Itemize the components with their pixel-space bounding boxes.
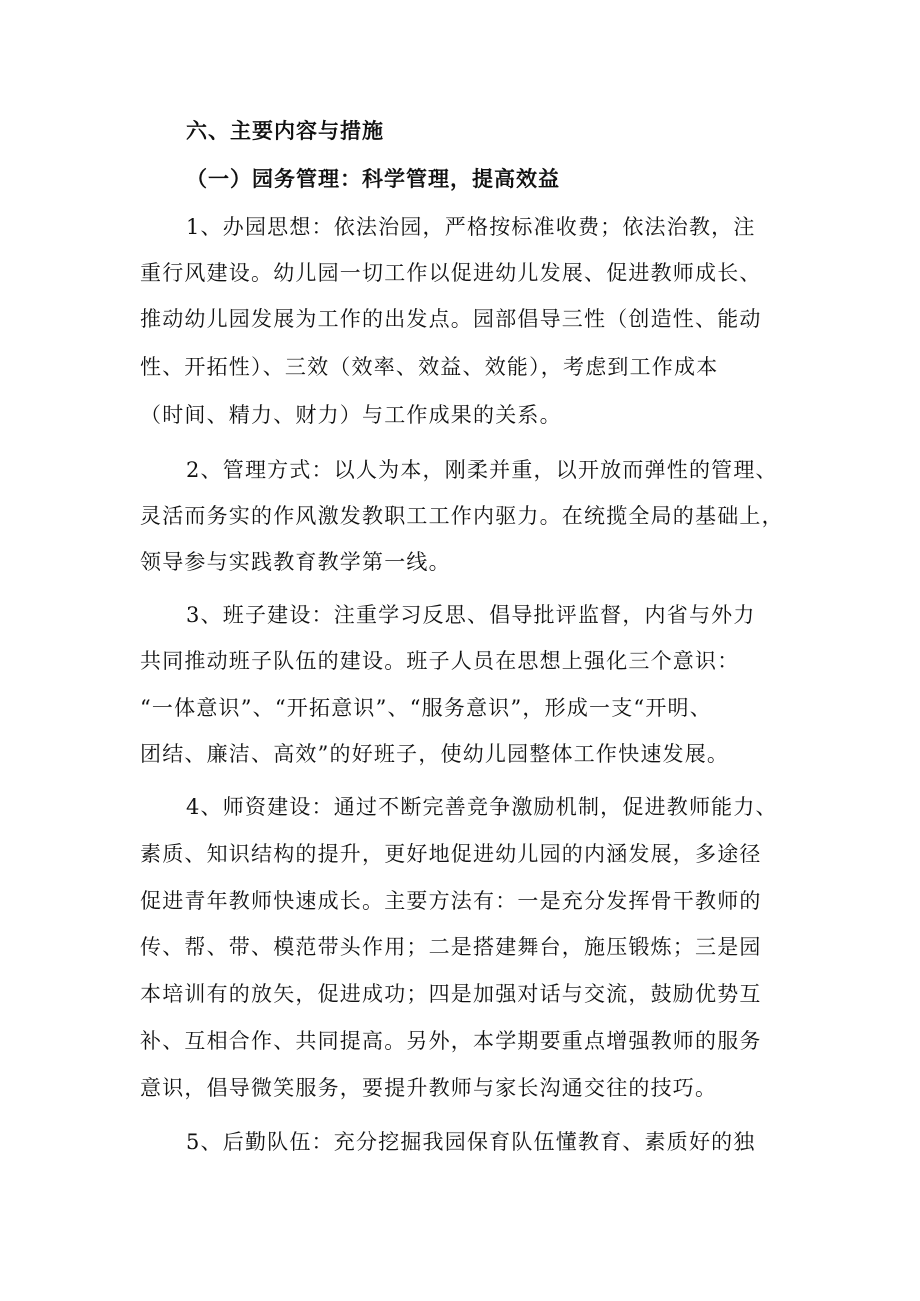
paragraph-4-line-7: 意识，倡导微笑服务，要提升教师与家长沟通交往的技巧。 (140, 1076, 718, 1100)
paragraph-1-line-2: 重行风建设。幼儿园一切工作以促进幼儿发展、促进教师成长、 (140, 261, 762, 285)
paragraph-3-line-1: 3、班子建设：注重学习反思、倡导批评监督，内省与外力 (186, 603, 756, 627)
paragraph-2-line-3: 领导参与实践教育教学第一线。 (140, 550, 451, 574)
subsection-heading: （一）园务管理：科学管理，提高效益 (186, 167, 560, 191)
paragraph-3-line-4: 团结、廉洁、高效”的好班子，使幼儿园整体工作快速发展。 (140, 742, 730, 766)
paragraph-3-line-2: 共同推动班子队伍的建设。班子人员在思想上强化三个意识： (140, 649, 740, 673)
paragraph-4-line-4: 传、帮、带、模范带头作用；二是搭建舞台，施压锻炼；三是园 (140, 935, 762, 959)
paragraph-1-line-1: 1、办园思想：依法治园，严格按标准收费；依法治教，注 (186, 215, 756, 239)
paragraph-2-line-1: 2、管理方式：以人为本，刚柔并重，以开放而弹性的管理、 (186, 458, 778, 482)
section-heading: 六、主要内容与措施 (186, 119, 384, 143)
paragraph-4-line-6: 补、互相合作、共同提高。另外，本学期要重点增强教师的服务 (140, 1029, 762, 1053)
paragraph-3-line-3: “一体意识”、“开拓意识”、“服务意识”，形成一支“开明、 (140, 696, 712, 720)
paragraph-4-line-1: 4、师资建设：通过不断完善竞争激励机制，促进教师能力、 (186, 795, 778, 819)
paragraph-5-line-1: 5、后勤队伍：充分挖掘我园保育队伍懂教育、素质好的独 (186, 1130, 756, 1154)
paragraph-1-line-4: 性、开拓性）、三效（效率、效益、效能），考虑到工作成本 (140, 355, 719, 379)
paragraph-4-line-2: 素质、知识结构的提升，更好地促进幼儿园的内涵发展，多途径 (140, 842, 762, 866)
paragraph-4-line-3: 促进青年教师快速成长。主要方法有：一是充分发挥骨干教师的 (140, 889, 762, 913)
paragraph-1-line-3: 推动幼儿园发展为工作的出发点。园部倡导三性（创造性、能动 (140, 307, 762, 331)
paragraph-4-line-5: 本培训有的放矢，促进成功；四是加强对话与交流，鼓励优势互 (140, 982, 762, 1006)
paragraph-2-line-2: 灵活而务实的作风激发教职工工作内驱力。在统揽全局的基础上， (140, 504, 784, 528)
paragraph-1-line-5: （时间、精力、财力）与工作成果的关系。 (140, 403, 562, 427)
